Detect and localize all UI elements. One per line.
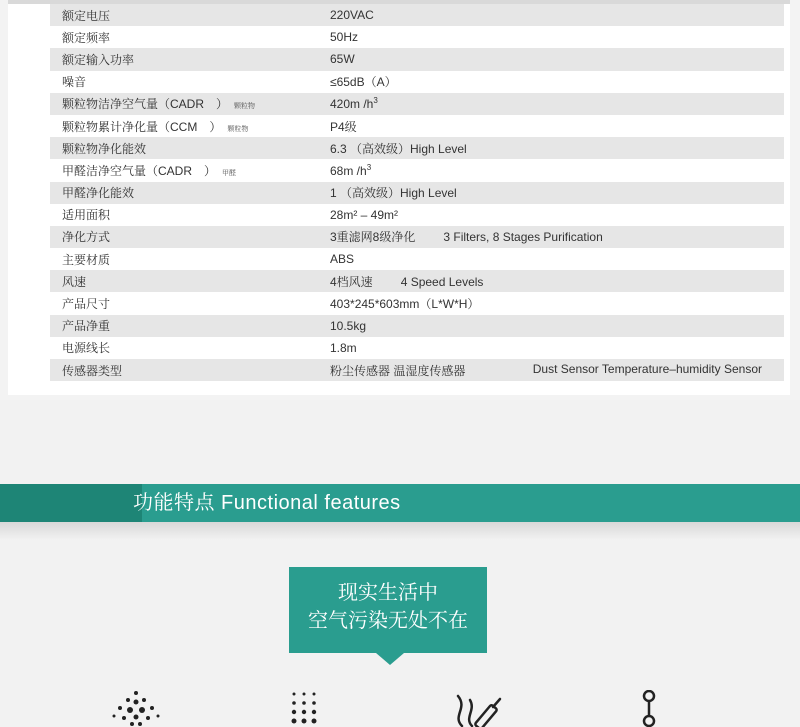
spec-label-subscript: 颗粒物 [234, 103, 256, 111]
spec-value-text: 6.3 （高效级）High Level [330, 141, 467, 156]
spec-value [330, 273, 784, 290]
spec-value [330, 8, 784, 22]
callout-line-1: 现实生活中 [338, 582, 438, 604]
spec-label-text: 传感器类型 [62, 363, 123, 378]
spec-label-text: 甲醛净化能效 [62, 186, 135, 201]
spec-panel [8, 0, 790, 395]
spec-value-text: 50Hz [330, 30, 359, 45]
spec-value-text: 1.8m [330, 340, 357, 355]
spec-value-text: 403*245*603mm（L*W*H） [330, 297, 480, 312]
dust-icon [106, 690, 170, 727]
spec-row [50, 204, 784, 226]
spec-value-text: 10.5kg [330, 318, 367, 333]
spec-label-text: 产品净重 [62, 319, 111, 334]
spec-table [50, 4, 784, 381]
spec-label [50, 73, 330, 90]
spec-label-subscript: 甲醛 [222, 169, 237, 177]
spec-label [50, 273, 330, 290]
spec-row [50, 315, 784, 337]
spec-label [50, 251, 330, 268]
spec-label-text: 颗粒物洁净空气量（CADR ） [62, 97, 229, 112]
spec-label-text: 颗粒物累计净化量（CCM ） [62, 119, 222, 134]
spec-label-text: 额定输入功率 [62, 52, 135, 67]
spec-label [50, 140, 330, 157]
spec-row [50, 337, 784, 359]
spec-value [330, 140, 784, 157]
spec-value [330, 30, 784, 44]
spec-row [50, 248, 784, 270]
spec-row [50, 4, 784, 26]
spec-value-text: 1 （高效级）High Level [330, 186, 457, 201]
spec-label [50, 339, 330, 356]
spec-value-text: 28m² – 49m² [330, 207, 399, 222]
spec-value-english: 4 Speed Levels [400, 274, 484, 289]
molecule-icon [630, 690, 670, 727]
spec-label [50, 118, 330, 135]
spec-label [50, 29, 330, 46]
spec-label-text: 主要材质 [62, 252, 111, 267]
spec-label-text: 产品尺寸 [62, 297, 111, 312]
spec-label-subscript: 颗粒物 [227, 125, 249, 133]
spec-value-english: Dust Sensor Temperature–humidity Sensor [532, 361, 762, 376]
spec-label [50, 95, 330, 112]
spec-value [330, 96, 784, 111]
spec-row [50, 93, 784, 115]
spec-row [50, 137, 784, 159]
spec-label [50, 51, 330, 68]
spec-value [330, 52, 784, 66]
section-banner-title: 功能特点 Functional features [133, 492, 401, 514]
spec-value-text: 4档风速 [330, 274, 373, 289]
spec-label [50, 184, 330, 201]
spec-value [330, 295, 784, 312]
spec-value [330, 252, 784, 266]
spec-label-text: 颗粒物净化能效 [62, 141, 147, 156]
callout-arrow [376, 653, 404, 665]
spec-value-text: P4级 [330, 119, 357, 134]
spec-label-text: 电源线长 [62, 341, 111, 356]
spec-row [50, 26, 784, 48]
spec-value [330, 208, 784, 222]
spec-value [330, 362, 784, 379]
spec-value [330, 228, 784, 245]
spec-row [50, 226, 784, 248]
callout-box [289, 567, 487, 653]
spec-label [50, 362, 330, 379]
section-banner-accent [0, 484, 142, 522]
spec-label-text: 噪音 [62, 75, 87, 90]
spec-value-text: 65W [330, 52, 355, 67]
spec-row [50, 71, 784, 93]
spec-value-text: 粉尘传感器 温湿度传感器 [330, 363, 466, 378]
spec-row [50, 48, 784, 70]
particles-icon [288, 690, 328, 727]
spec-value [330, 319, 784, 333]
spec-label-text: 额定频率 [62, 30, 111, 45]
spec-label-text: 风速 [62, 274, 87, 289]
spec-label-text: 适用面积 [62, 208, 111, 223]
spec-value-english: 3 Filters, 8 Stages Purification [443, 230, 603, 245]
spec-label [50, 162, 330, 179]
spec-label [50, 7, 330, 24]
smoking-icon [448, 690, 512, 727]
spec-value-text: ≤65dB（A） [330, 75, 397, 90]
spec-value-text: 68m /h [330, 163, 367, 178]
spec-label [50, 228, 330, 245]
spec-value [330, 163, 784, 178]
spec-value-text: ABS [330, 252, 355, 267]
banner-shadow [0, 522, 800, 540]
spec-value-sup: 3 [373, 96, 378, 106]
spec-label [50, 317, 330, 334]
spec-value [330, 73, 784, 90]
spec-label [50, 295, 330, 312]
spec-row [50, 292, 784, 314]
spec-label [50, 206, 330, 223]
spec-value [330, 341, 784, 355]
spec-value-text: 220VAC [330, 8, 374, 23]
spec-value [330, 118, 784, 135]
spec-label-text: 净化方式 [62, 230, 111, 245]
spec-row [50, 270, 784, 292]
spec-value [330, 184, 784, 201]
spec-row [50, 182, 784, 204]
spec-value-text: 420m /h [330, 97, 374, 112]
callout-line-2: 空气污染无处不在 [308, 610, 468, 632]
spec-row [50, 115, 784, 137]
spec-value-text: 3重滤网8级净化 [330, 230, 416, 245]
spec-value-sup: 3 [366, 162, 372, 172]
spec-row [50, 159, 784, 181]
spec-label-text: 额定电压 [62, 8, 111, 23]
spec-label-text: 甲醛洁净空气量（CADR ） [62, 163, 217, 178]
spec-row [50, 359, 784, 381]
